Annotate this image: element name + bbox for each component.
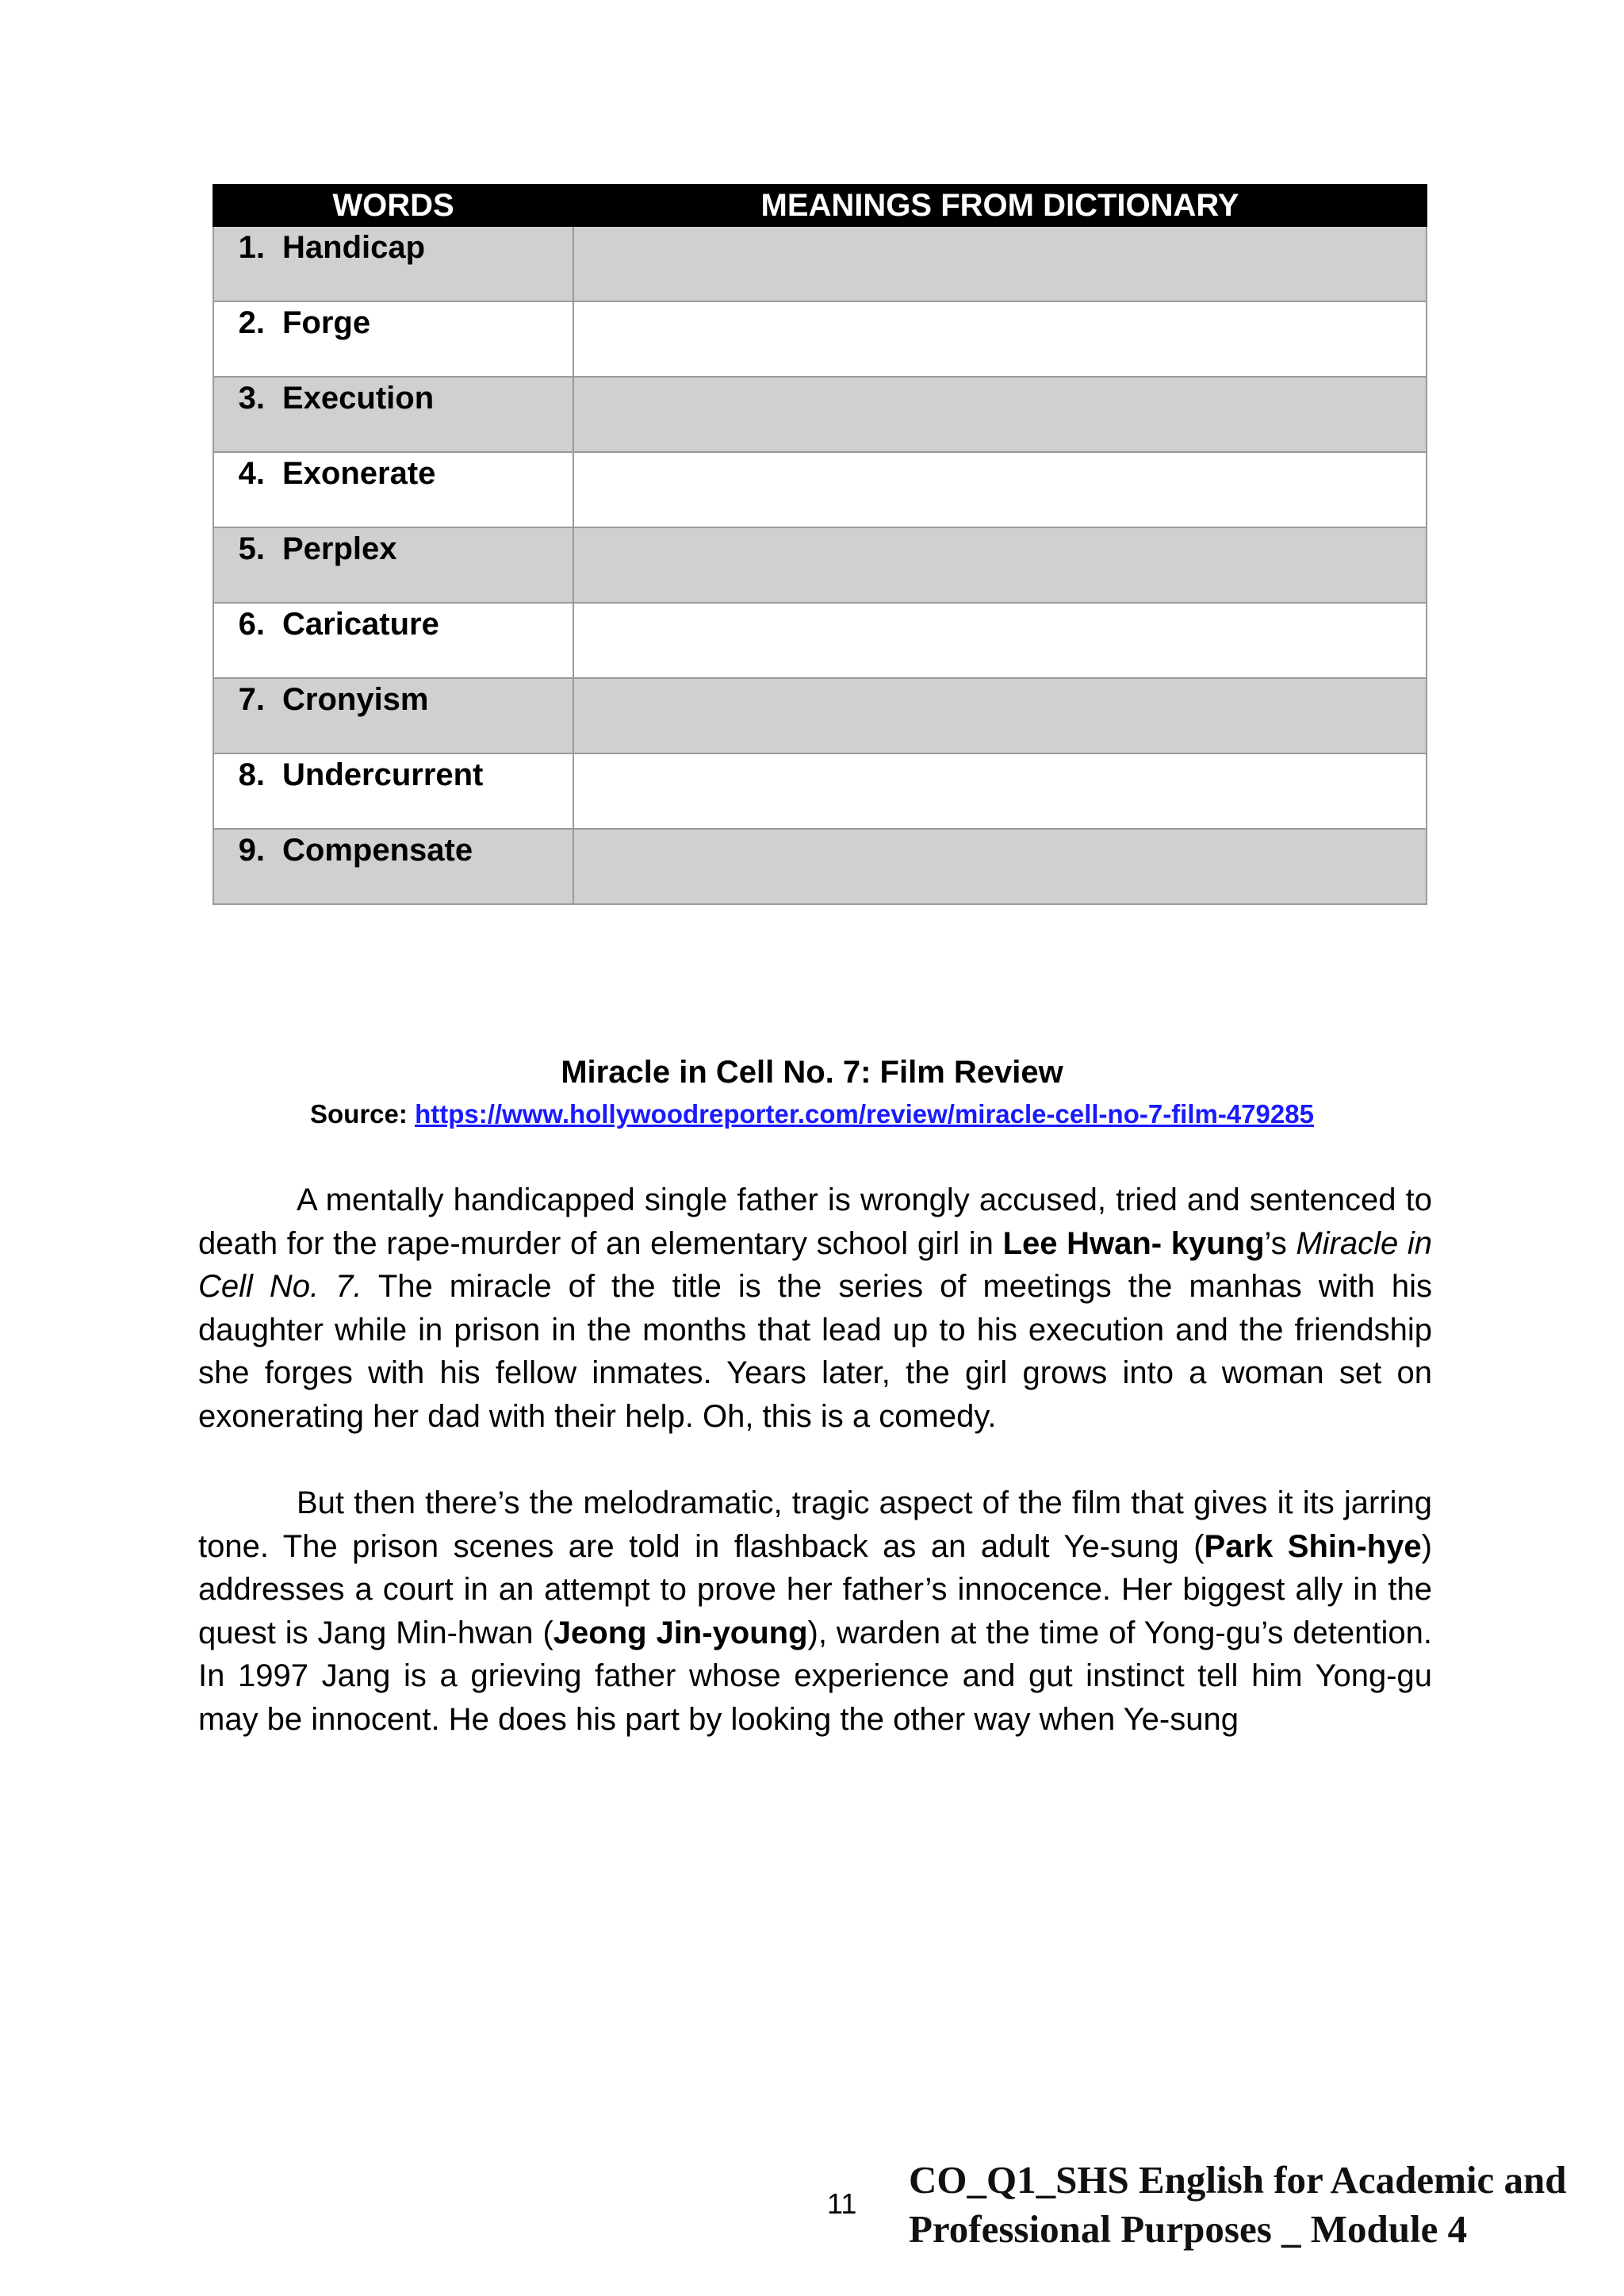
actor-name-2: Jeong Jin-young: [553, 1615, 808, 1650]
header-meanings: MEANINGS FROM DICTIONARY: [573, 185, 1427, 226]
word-cell: [213, 829, 573, 904]
word-label: Compensate: [282, 833, 473, 868]
table-row: [213, 226, 1427, 301]
word-cell: [213, 603, 573, 678]
word-number: 6.: [238, 607, 265, 642]
p2-text-3: ), warden at the time of Yong-gu’s detention. In 1997 Jang is a grieving father whose experience and gut instinct tell him Yong-gu may be innocent. He does his part by looking the other way when Ye-sung: [198, 1615, 1432, 1737]
word-number: 1.: [238, 230, 265, 265]
word-number: 5.: [238, 531, 265, 566]
word-cell: [213, 753, 573, 829]
word-label: Caricature: [282, 607, 439, 642]
word-label: Handicap: [282, 230, 426, 265]
table-row: [213, 452, 1427, 527]
source-label: Source:: [310, 1099, 416, 1129]
p1-text-1: A mentally handicapped single father is wrongly accused, tried and sentenced to death for the rape-murder of an elementary school girl in: [198, 1182, 1432, 1261]
word-cell: [213, 527, 573, 603]
word-label: Forge: [282, 305, 371, 340]
module-footer: [909, 2156, 1567, 2254]
table-row: [213, 829, 1427, 904]
word-number: 9.: [238, 833, 265, 868]
table-row: [213, 377, 1427, 452]
p2-text-1: But then there’s the melodramatic, tragic aspect of the film that gives it its jarring tone. The prison scenes are told in flashback as an adult Ye-sung (: [198, 1485, 1432, 1564]
meaning-cell[interactable]: [573, 829, 1427, 904]
vocabulary-table: [213, 184, 1427, 905]
meaning-cell[interactable]: [573, 226, 1427, 301]
table-row: [213, 678, 1427, 753]
word-number: 7.: [238, 682, 265, 717]
table-row: [213, 753, 1427, 829]
review-source: [0, 1098, 1624, 1130]
word-label: Cronyism: [282, 682, 429, 717]
table-header-row: [213, 185, 1427, 226]
word-number: 3.: [238, 381, 265, 416]
word-label: Execution: [282, 381, 435, 416]
table-row: [213, 527, 1427, 603]
word-label: Exonerate: [282, 456, 436, 491]
meaning-cell[interactable]: [573, 603, 1427, 678]
review-title: Miracle in Cell No. 7: Film Review: [561, 1055, 1063, 1090]
table-row: [213, 603, 1427, 678]
p2-text-2: ) addresses a court in an attempt to prove her father’s innocence. Her biggest ally in the quest is Jang Min-hwan (: [198, 1528, 1432, 1650]
word-cell: [213, 377, 573, 452]
film-title-italic: Miracle in Cell No. 7.: [198, 1225, 1433, 1304]
review-paragraph-2: [198, 1481, 1432, 1741]
header-words: WORDS: [213, 185, 573, 226]
module-line-2: Professional Purposes _ Module 4: [909, 2207, 1468, 2251]
page-number: 11: [827, 2187, 857, 2220]
vocabulary-rows: [213, 226, 1427, 904]
word-cell: [213, 226, 573, 301]
meaning-cell[interactable]: [573, 377, 1427, 452]
word-cell: [213, 452, 573, 527]
word-label: Undercurrent: [282, 757, 484, 792]
source-link[interactable]: https://www.hollywoodreporter.com/review/miracle-cell-no-7-film-479285: [415, 1099, 1314, 1129]
word-number: 4.: [238, 456, 265, 491]
meaning-cell[interactable]: [573, 527, 1427, 603]
module-line-1: CO_Q1_SHS English for Academic and: [909, 2158, 1567, 2202]
word-label: Perplex: [282, 531, 397, 566]
word-number: 2.: [238, 305, 265, 340]
table-row: [213, 301, 1427, 377]
review-paragraph-1: [198, 1179, 1432, 1438]
word-number: 8.: [238, 757, 265, 792]
actor-name-1: Park Shin-hye: [1204, 1528, 1422, 1564]
meaning-cell[interactable]: [573, 678, 1427, 753]
word-cell: [213, 678, 573, 753]
word-cell: [213, 301, 573, 377]
p1-text-2: ’s: [1264, 1225, 1297, 1261]
p1-text-3: The miracle of the title is the series of meetings the manhas with his daughter while in prison in the months that lead up to his execution and the friendship she forges with his fellow inmates. Years later, the girl grows into a woman set on exonerating her dad with their help. Oh, this is a comedy.: [198, 1269, 1432, 1434]
meaning-cell[interactable]: [573, 452, 1427, 527]
meaning-cell[interactable]: [573, 301, 1427, 377]
director-name: Lee Hwan- kyung: [1002, 1225, 1265, 1261]
meaning-cell[interactable]: [573, 753, 1427, 829]
